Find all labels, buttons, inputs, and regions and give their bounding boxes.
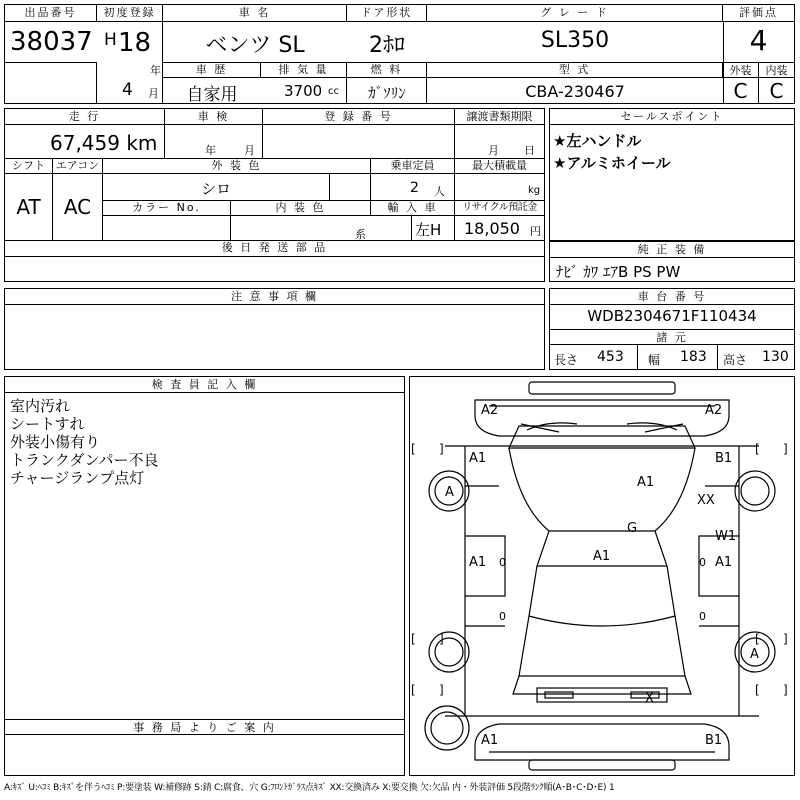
inspector-note-1: 室内汚れ xyxy=(10,397,71,415)
lot-no-value: 38037 xyxy=(10,27,93,57)
svg-text:]: ] xyxy=(783,632,788,646)
history-header: 車 歴 xyxy=(163,62,261,78)
insp-year-unit: 年 xyxy=(205,144,216,157)
int-color-header: 内 装 色 xyxy=(231,200,371,216)
height-value: 130 xyxy=(762,349,789,365)
inspector-header: 検 査 員 記 入 欄 xyxy=(5,377,404,393)
mark-b1-rear-right: B1 xyxy=(705,733,723,748)
deadline-header: 譲渡書類期限 xyxy=(455,109,544,125)
length-value: 453 xyxy=(597,349,624,365)
svg-text:[: [ xyxy=(755,632,760,646)
first-reg-header: 初度登録 xyxy=(97,5,163,22)
door-type-header: ドア形状 xyxy=(347,5,427,22)
reg-no-header: 登 録 番 号 xyxy=(263,109,455,125)
insp-col xyxy=(165,125,263,158)
insp-month-unit: 月 xyxy=(244,144,255,157)
recycle-value: 18,050 xyxy=(464,219,520,238)
capacity-col xyxy=(371,174,455,200)
svg-text:]: ] xyxy=(783,683,788,697)
max-load-header: 最大積載量 xyxy=(455,158,544,174)
inspector-note-2: シートすれ xyxy=(10,415,85,433)
later-parts-header: 後 日 発 送 部 品 xyxy=(5,240,544,257)
mileage-value: 67,459 km xyxy=(50,131,158,155)
genuine-equip-header: 純 正 装 備 xyxy=(550,242,794,258)
car-name-value: ベンツ SL xyxy=(205,33,305,58)
max-load-unit: kg xyxy=(528,185,541,196)
svg-text:[: [ xyxy=(411,683,416,697)
sales-point-1: ★左ハンドル xyxy=(553,132,642,150)
import-col xyxy=(371,216,455,240)
genuine-equip-value: ﾅﾋﾞ ｶﾜ ｴｱB PS PW xyxy=(556,263,681,281)
inspector-note-4: トランクダンパー不良 xyxy=(10,451,159,469)
mileage-header: 走 行 xyxy=(5,109,165,125)
svg-text:]: ] xyxy=(783,442,788,456)
lot-no-header: 出品番号 xyxy=(5,5,97,22)
mark-zero-left-1: 0 xyxy=(499,556,506,569)
mark-zero-left-2: 0 xyxy=(499,610,506,623)
recycle-header: リサイクル預託金 xyxy=(455,200,544,216)
svg-text:]: ] xyxy=(439,632,444,646)
interior-header: 内装 xyxy=(759,62,794,78)
inspector-note-3: 外装小傷有り xyxy=(10,433,101,451)
lot-no-blank xyxy=(5,62,97,104)
mark-b1-front-right: B1 xyxy=(715,451,733,466)
year-unit: 年 xyxy=(150,64,161,77)
first-reg-col xyxy=(97,22,163,104)
mark-a1-rear-left: A1 xyxy=(481,733,499,748)
score-value: 4 xyxy=(749,24,768,57)
car-name-header: 車 名 xyxy=(163,5,347,22)
history-value: 自家用 xyxy=(186,85,238,105)
ext-color-value: シロ xyxy=(200,180,231,198)
aircon-header: エアコン xyxy=(53,158,103,174)
sales-point-2: ★アルミホイール xyxy=(553,154,671,172)
year-value: 18 xyxy=(118,28,152,58)
chassis-value: WDB2304671F110434 xyxy=(587,307,757,325)
car-diagram xyxy=(409,376,795,776)
mark-a-wheel-fl: A xyxy=(445,485,454,500)
fuel-value: ｶﾞｿﾘﾝ xyxy=(368,84,406,102)
recycle-unit: 円 xyxy=(530,225,541,238)
displacement-header: 排 気 量 xyxy=(261,62,347,78)
mark-a1-door-right: A1 xyxy=(715,555,733,570)
exterior-value: C xyxy=(723,78,759,104)
mark-a1-door-left: A1 xyxy=(469,555,487,570)
aircon-value: AC xyxy=(53,174,103,240)
sales-point-block xyxy=(549,108,795,241)
ext-color-sub xyxy=(329,174,371,200)
grade-value: SL350 xyxy=(540,28,610,53)
chassis-header: 車 台 番 号 xyxy=(550,289,794,305)
mark-a1-roof: A1 xyxy=(593,549,611,564)
mark-a1-hood: A1 xyxy=(637,475,655,490)
import-value: 左H xyxy=(415,221,442,239)
mark-zero-right-2: 0 xyxy=(699,610,706,623)
svg-text:[: [ xyxy=(411,442,416,456)
svg-text:[: [ xyxy=(755,683,760,697)
dimensions-header: 諸 元 xyxy=(550,329,794,345)
mileage-col xyxy=(5,125,165,158)
month-unit: 月 xyxy=(148,87,159,100)
svg-text:]: ] xyxy=(439,683,444,697)
width-value: 183 xyxy=(680,349,707,365)
displacement-unit: cc xyxy=(328,86,339,97)
model-value: CBA-230467 xyxy=(525,82,625,101)
height-label: 高さ xyxy=(723,353,748,367)
mark-a2-left: A2 xyxy=(481,403,499,418)
era-value: H xyxy=(104,30,117,50)
length-label: 長さ xyxy=(554,353,579,367)
svg-text:]: ] xyxy=(439,442,444,456)
model-header: 型 式 xyxy=(427,62,723,78)
score-header: 評価点 xyxy=(723,5,794,22)
svg-text:[: [ xyxy=(755,442,760,456)
office-header: 事 務 局 よ り ご 案 内 xyxy=(5,719,404,735)
inspector-note-5: チャージランプ点灯 xyxy=(10,469,145,487)
capacity-unit: 人 xyxy=(434,185,445,198)
mark-xx-fender: XX xyxy=(697,493,715,508)
color-no-col xyxy=(103,216,231,240)
door-type-value: 2ﾎﾛ xyxy=(369,33,405,58)
mark-x-trunk: X xyxy=(645,691,654,706)
ext-color-header: 外 装 色 xyxy=(103,158,371,174)
month-value: 4 xyxy=(122,80,133,100)
grade-header: グ レ ー ド xyxy=(427,5,723,22)
capacity-value: 2 xyxy=(410,180,419,196)
shift-header: シフト xyxy=(5,158,53,174)
mark-a1-front-left: A1 xyxy=(469,451,487,466)
mark-g-windshield: G xyxy=(627,521,638,536)
displacement-value: 3700 xyxy=(284,82,323,100)
color-no-header: カラー No. xyxy=(103,200,231,216)
mark-zero-right-1: 0 xyxy=(699,556,706,569)
mark-a-wheel-rr: A xyxy=(750,647,759,662)
shift-value: AT xyxy=(5,174,53,240)
reg-col xyxy=(263,125,455,158)
legend: A:ｷｽﾞ U:ﾍｺﾐ B:ｷｽﾞを伴うﾍｺﾐ P:要塗装 W:補修跡 S:錆 C:腐食、穴 G:ﾌﾛﾝﾄｶﾞﾗｽ点ｷｽﾞ XX:交換済み X:要交換 欠:欠品 内・外装評価 5段階ﾗﾝｸ順(A･B･C･D･E) 1 xyxy=(4,783,615,793)
deadline-day-unit: 日 xyxy=(524,144,535,157)
import-header: 輸 入 車 xyxy=(371,200,455,216)
mark-a2-right: A2 xyxy=(705,403,723,418)
exterior-header: 外装 xyxy=(723,62,759,78)
inspection-header: 車 検 xyxy=(165,109,263,125)
disp-col xyxy=(261,78,347,104)
width-label: 幅 xyxy=(648,353,661,367)
fuel-col xyxy=(347,78,427,104)
interior-value: C xyxy=(769,79,784,103)
capacity-header: 乗車定員 xyxy=(371,158,455,174)
notes-header: 注 意 事 項 欄 xyxy=(5,289,544,305)
int-color-suffix: 系 xyxy=(355,228,366,241)
sales-point-header: セールスポイント xyxy=(550,109,794,125)
svg-text:[: [ xyxy=(411,632,416,646)
fuel-header: 燃 料 xyxy=(347,62,427,78)
deadline-month-unit: 月 xyxy=(488,144,499,157)
mark-w1-door: W1 xyxy=(715,529,737,544)
